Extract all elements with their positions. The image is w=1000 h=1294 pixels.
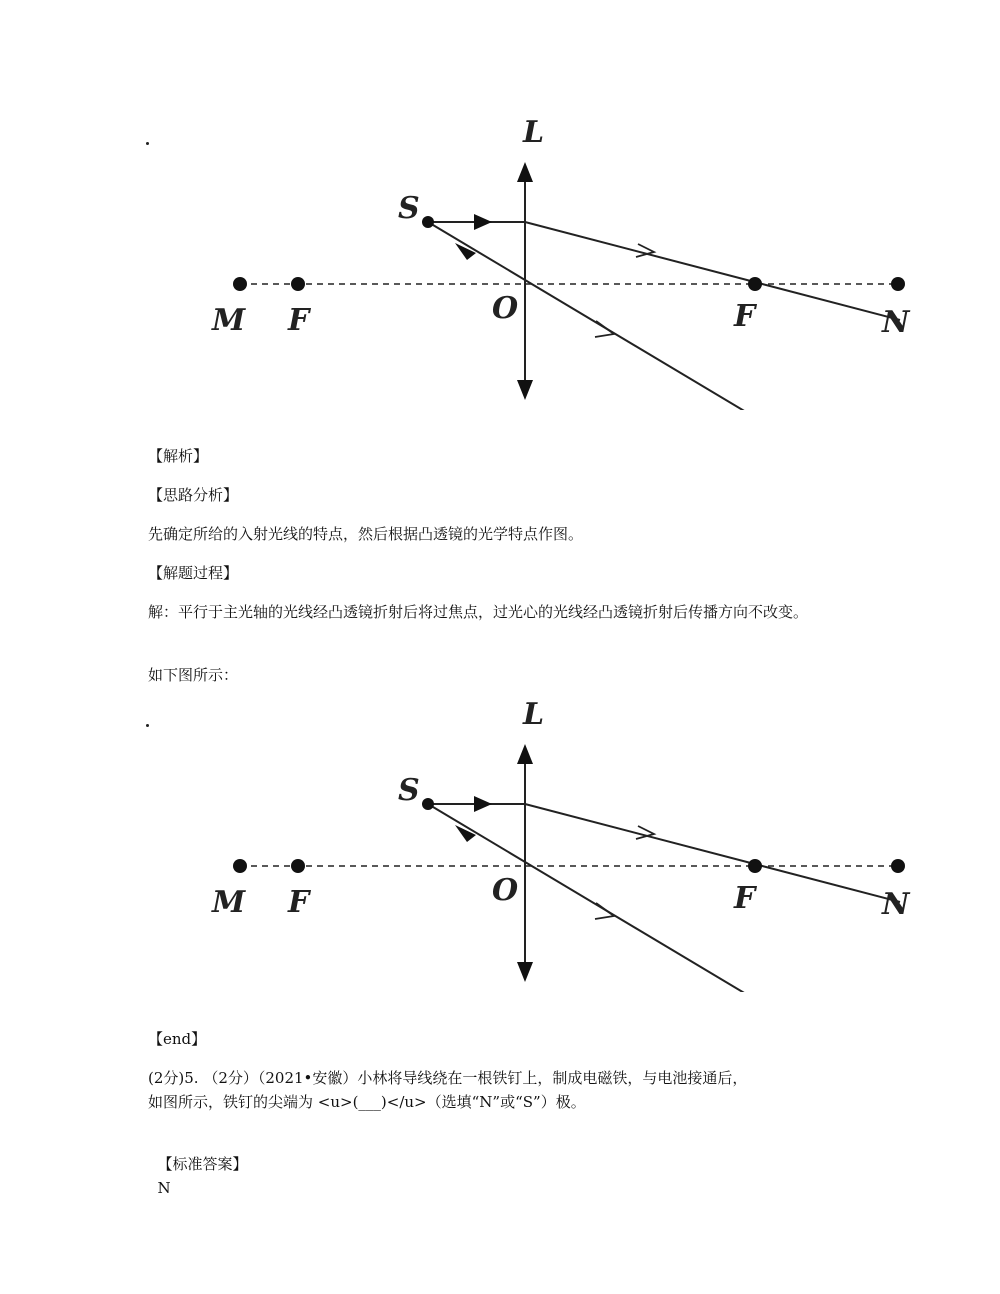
label-N: N	[882, 305, 910, 340]
label-O: O	[492, 873, 519, 908]
point-M	[233, 859, 247, 873]
ray-center	[428, 222, 746, 410]
lens-diagram-2	[140, 692, 930, 992]
label-N: N	[882, 887, 910, 922]
point-F-right	[748, 277, 762, 291]
point-F-right	[748, 859, 762, 873]
answer-label: 【标准答案】	[157, 1155, 248, 1173]
label-F-right: F	[734, 881, 756, 916]
label-F-right: F	[734, 299, 756, 334]
point-N	[891, 277, 905, 291]
lens-arrow-top	[517, 744, 533, 764]
label-S: S	[398, 773, 420, 808]
process-heading: 【解题过程】	[148, 564, 239, 582]
label-F-left: F	[288, 303, 310, 338]
point-F-left	[291, 859, 305, 873]
label-M: M	[212, 303, 246, 338]
point-S	[422, 216, 434, 228]
point-S	[422, 798, 434, 810]
label-O: O	[492, 291, 519, 326]
lens-diagram-svg	[140, 110, 930, 410]
lens-arrow-bottom	[517, 962, 533, 982]
ray-parallel-arrow	[474, 796, 492, 812]
label-F-left: F	[288, 885, 310, 920]
point-N	[891, 859, 905, 873]
answer-value: N	[157, 1179, 171, 1197]
question-line-2: 如图所示，铁钉的尖端为 <u>(___)</u>（选填“N”或“S”）极。	[148, 1093, 586, 1111]
ray-parallel-refracted	[525, 222, 900, 320]
lens-arrow-top	[517, 162, 533, 182]
end-marker: 【end】	[148, 1030, 207, 1048]
ray-parallel-arrow	[474, 214, 492, 230]
label-S: S	[398, 191, 420, 226]
ray-center-arrow-2	[595, 903, 614, 919]
ray-parallel-refracted	[525, 804, 900, 902]
point-F-left	[291, 277, 305, 291]
question-line-1: (2分)5. （2分）（2021•安徽）小林将导线绕在一根铁钉上，制成电磁铁，与电池接通后，	[148, 1069, 748, 1087]
ray-center-arrow-2	[595, 321, 614, 337]
standard-answer	[148, 1128, 868, 1200]
ray-center	[428, 804, 746, 992]
thinking-heading: 【思路分析】	[148, 486, 239, 504]
label-L: L	[523, 115, 545, 150]
process-text: 解：平行于主光轴的光线经凸透镜折射后将过焦点，过光心的光线经凸透镜折射后传播方向不改变。	[148, 603, 809, 621]
thinking-text: 先确定所给的入射光线的特点，然后根据凸透镜的光学特点作图。	[148, 525, 584, 543]
analysis-heading: 【解析】	[148, 447, 209, 465]
label-M: M	[212, 885, 246, 920]
point-M	[233, 277, 247, 291]
label-L: L	[523, 697, 545, 732]
lens-arrow-bottom	[517, 380, 533, 400]
lens-diagram-1	[140, 110, 930, 410]
lens-diagram-svg	[140, 692, 930, 992]
as-shown-text: 如下图所示：	[148, 666, 239, 684]
